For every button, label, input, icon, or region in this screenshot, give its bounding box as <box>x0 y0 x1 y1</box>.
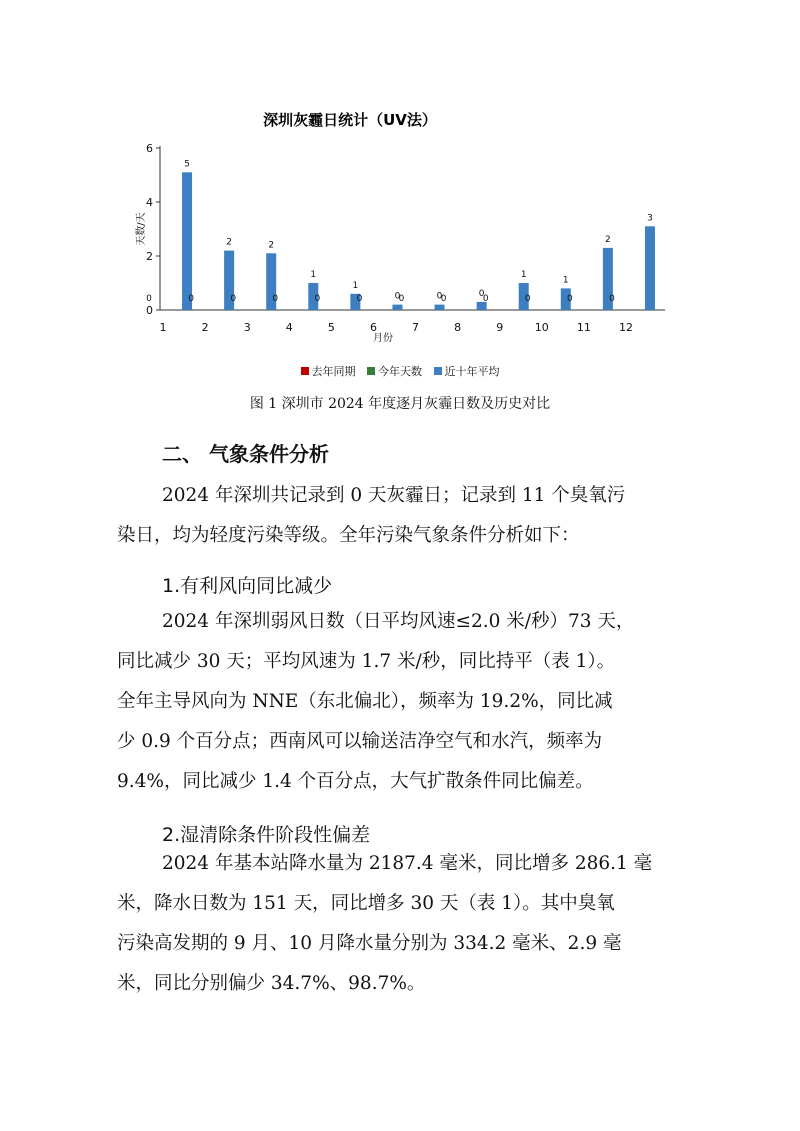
data-label-ten-year: 0 <box>394 291 401 302</box>
bar-ten-year-avg <box>645 226 655 310</box>
text-line: 同比减少 30 天；平均风速为 1.7 米/秒，同比持平（表 1）。 <box>117 651 616 672</box>
plot-area <box>134 142 665 344</box>
legend-label-last-year: 去年同期 <box>311 365 356 378</box>
x-tick-label: 4 <box>285 321 293 334</box>
chart-legend <box>0 363 800 379</box>
x-tick-label: 8 <box>454 321 462 334</box>
data-label-ten-year: 2 <box>605 234 611 245</box>
data-label-ten-year: 0 <box>478 288 485 299</box>
data-label-ten-year: 1 <box>310 270 317 280</box>
data-label-last-year: 0 <box>482 294 489 304</box>
x-tick-label: 9 <box>496 321 504 334</box>
data-label-last-year: 0 <box>398 294 405 304</box>
bar-ten-year-avg <box>182 172 192 310</box>
x-tick-label: 10 <box>534 321 549 334</box>
paragraph-precipitation <box>117 844 682 1004</box>
section-heading: 二、 气象条件分析 <box>162 442 329 466</box>
data-label-ten-year: 2 <box>268 240 275 251</box>
legend-swatch-blue <box>434 367 442 375</box>
data-label-last-year: 0 <box>356 294 363 304</box>
data-label-last-year: 0 <box>440 294 447 304</box>
text-line: 米，同比分别偏少 34.7%、98.7%。 <box>117 973 426 994</box>
legend-label-ten-year: 近十年平均 <box>444 365 500 378</box>
bar-ten-year-avg <box>435 305 445 310</box>
data-label-last-year: 0 <box>524 294 531 304</box>
data-label-last-year: 0 <box>188 294 194 304</box>
legend-item-last-year <box>301 363 356 379</box>
y-axis-label: 天数/天 <box>136 212 147 246</box>
legend-item-ten-year <box>434 363 500 379</box>
legend-swatch-green <box>367 367 375 375</box>
text-line: 9.4%，同比减少 1.4 个百分点，大气扩散条件同比偏差。 <box>117 771 594 792</box>
legend-item-this-year <box>367 363 422 379</box>
data-label-ten-year: 1 <box>352 280 359 291</box>
text-line: 2024 年深圳共记录到 0 天灰霾日；记录到 11 个臭氧污 <box>162 485 626 506</box>
x-tick-label: 11 <box>576 321 591 334</box>
text-line: 染日，均为轻度污染等级。全年污染气象条件分析如下： <box>117 525 580 546</box>
paragraph-wind <box>117 602 682 802</box>
data-label-last-year: 0 <box>146 294 152 304</box>
subsection-heading-1: 1.有利风向同比减少 <box>162 575 333 597</box>
data-label-ten-year: 1 <box>562 275 569 286</box>
data-label-last-year: 0 <box>230 294 237 304</box>
x-tick-label: 2 <box>201 321 209 334</box>
data-label-last-year: 0 <box>272 294 279 304</box>
y-tick-label: 4 <box>146 196 153 209</box>
x-tick-label: 3 <box>243 321 251 334</box>
text-line: 少 0.9 个百分点；西南风可以输送洁净空气和水汽，频率为 <box>117 731 603 752</box>
legend-label-this-year: 今年天数 <box>378 365 422 378</box>
haze-days-chart <box>120 100 700 390</box>
x-tick-label: 5 <box>327 321 335 334</box>
data-label-ten-year: 3 <box>647 213 653 224</box>
data-label-last-year: 0 <box>609 294 615 304</box>
y-tick-label: 6 <box>146 142 153 155</box>
subsection-heading-2: 2.湿清除条件阶段性偏差 <box>162 824 371 846</box>
data-label-ten-year: 1 <box>520 270 527 280</box>
text-line: 全年主导风向为 NNE（东北偏北），频率为 19.2%，同比减 <box>117 691 613 712</box>
figure-caption: 图 1 深圳市 2024 年度逐月灰霾日数及历史对比 <box>249 396 551 412</box>
x-tick-label: 6 <box>369 321 377 334</box>
x-tick-label: 12 <box>618 321 633 334</box>
bar-ten-year-avg <box>392 305 402 310</box>
x-tick-label: 7 <box>412 321 420 334</box>
legend-swatch-red <box>301 367 309 375</box>
data-label-last-year: 0 <box>314 294 321 304</box>
text-line: 2024 年基本站降水量为 2187.4 毫米，同比增多 286.1 毫 <box>162 853 653 874</box>
x-axis-label: 月份 <box>373 333 394 344</box>
y-tick-label: 2 <box>146 250 153 263</box>
data-label-last-year: 0 <box>567 294 573 304</box>
data-label-ten-year: 0 <box>436 291 443 302</box>
data-label-ten-year: 2 <box>226 237 232 248</box>
intro-paragraph <box>117 476 682 556</box>
text-line: 污染高发期的 9 月、10 月降水量分别为 334.2 毫米、2.9 毫 <box>117 933 622 954</box>
data-label-ten-year: 5 <box>184 159 190 170</box>
chart-title: 深圳灰霾日统计（UV法） <box>263 111 437 129</box>
text-line: 米，降水日数为 151 天，同比增多 30 天（表 1）。其中臭氧 <box>117 893 615 914</box>
text-line: 2024 年深圳弱风日数（日平均风速≤2.0 米/秒）73 天， <box>162 611 635 632</box>
y-tick-label: 0 <box>146 304 153 317</box>
x-tick-label: 1 <box>159 321 167 334</box>
